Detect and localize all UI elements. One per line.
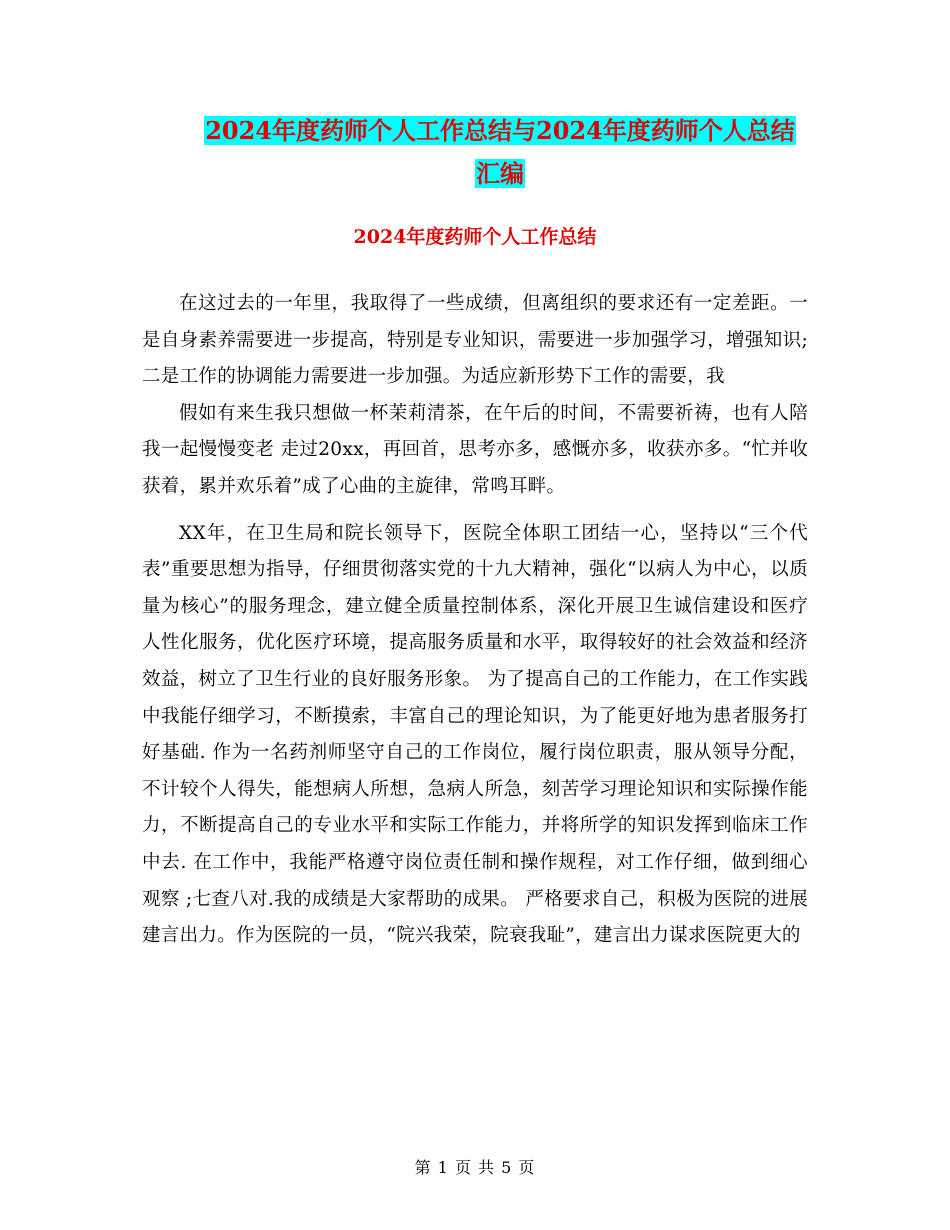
document-title-line-2: [120, 156, 880, 192]
paragraph-3: XX年，在卫生局和院长领导下，医院全体职工团结一心，坚持以“三个代表”重要思想为指导，仔细贯彻落实党的十九大精神，强化“以病人为中心，以质量为核心”的服务理念，建立健全质量控制体系，深化开展卫生诚信建设和医疗人性化服务，优化医疗环境，提高服务质量和水平，取得较好的社会效益和经济效益，树立了卫生行业的良好服务形象。 为了提高自己的工作能力，在工作实践中我能仔细学习，不断摸索，丰富自己的理论知识，为了能更好地为患者服务打好基础. 作为一名药剂师坚守自己的工作岗位，履行岗位职责，服从领导分配，不计较个人得失，能想病人所想，急病人所急，刻苦学习理论知识和实际操作能力，不断提高自己的专业水平和实际工作能力，并将所学的知识发挥到临床工作中去. 在工作中，我能严格遵守岗位责任制和操作规程，对工作仔细，做到细心观察 ;七查八对.我的成绩是大家帮助的成果。 严格要求自己，积极为医院的进展建言出力。作为医院的一员，“院兴我荣，院衰我耻”，建言出力谋求医院更大的: [142, 522, 808, 947]
document-title-text-1: 2024年度药师个人工作总结与2024年度药师个人总结: [205, 116, 795, 145]
document-title-text-2: 汇编: [476, 159, 524, 188]
document-body: [142, 286, 808, 955]
page-footer: 第 1 页 共 5 页: [414, 1158, 536, 1177]
paragraph-2: 假如有来生我只想做一杯茉莉清茶，在午后的时间，不需要祈祷，也有人陪我一起慢慢变老 走过20xx，再回首，思考亦多，感慨亦多，收获亦多。“忙并收获着，累并欢乐着”成了心曲的主旋律，常鸣耳畔。: [142, 402, 808, 497]
section-title: 2024年度药师个人工作总结: [353, 226, 597, 248]
paragraph-1: 在这过去的一年里，我取得了一些成绩，但离组织的要求还有一定差距。一是自身素养需要进一步提高，特别是专业知识，需要进一步加强学习，增强知识;二是工作的协调能力需要进一步加强。为适应新形势下工作的需要，我: [142, 293, 808, 388]
document-title-line-1: [120, 113, 880, 149]
